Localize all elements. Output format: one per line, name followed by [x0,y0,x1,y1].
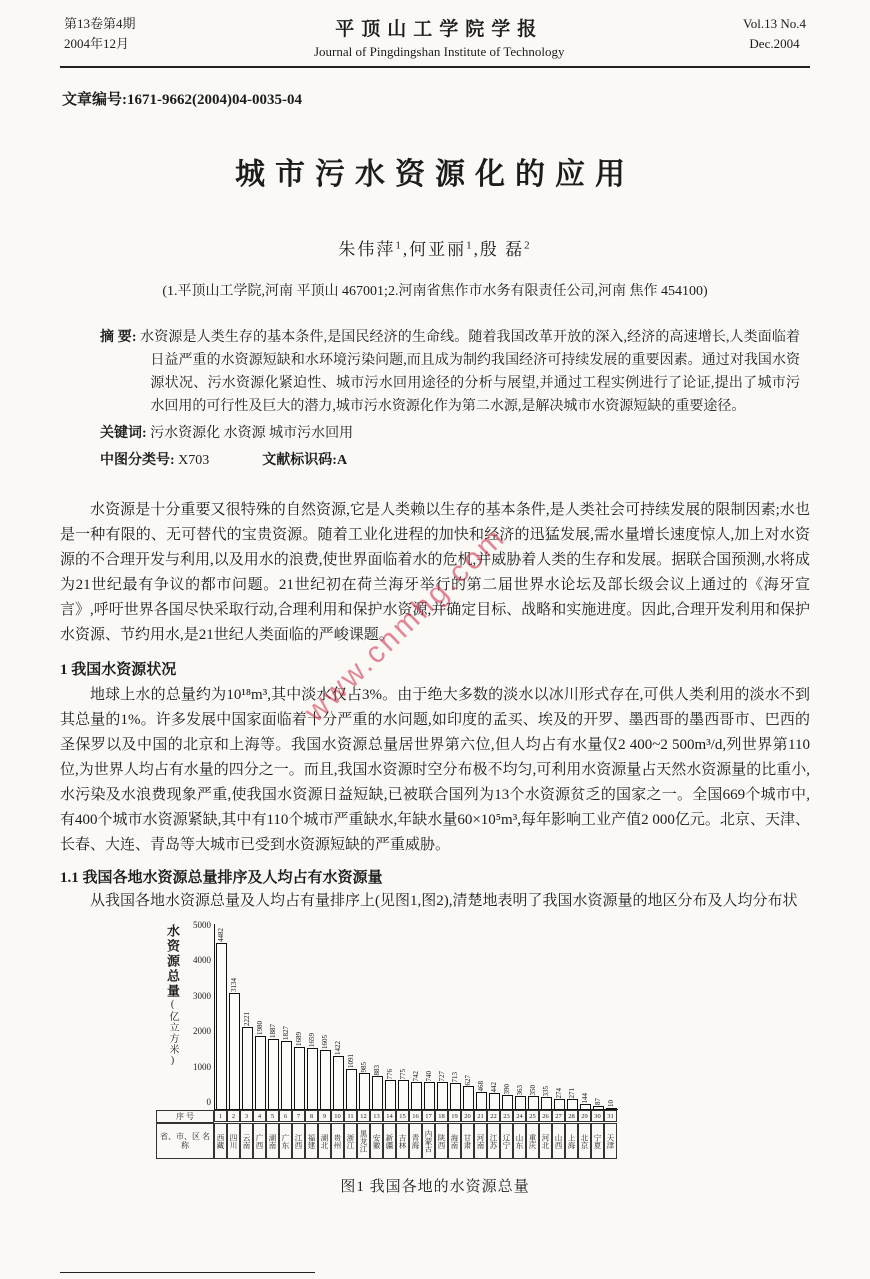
bar-column [306,1033,319,1109]
bar-value-label: 363 [516,1084,524,1095]
bar [229,993,240,1109]
bar [567,1099,578,1109]
bar [372,1076,383,1109]
bar-value-label: 985 [360,1061,368,1072]
journal-header [60,12,810,68]
journal-name-cn: 平顶山工学院学报 [335,19,544,40]
seq-cell: 20 [461,1110,474,1122]
bar-value-label: 727 [438,1070,446,1081]
region-cell: 湖北 [318,1123,331,1159]
y-tick-label: 0 [206,1096,211,1107]
bar-column [553,1088,566,1110]
bar-value-label: 274 [555,1087,563,1098]
seq-cell: 27 [552,1110,565,1122]
bar-column [215,928,228,1109]
author-2-affil-mark: 1 [466,239,474,252]
bar-column [384,1069,397,1110]
region-cell: 江苏 [487,1123,500,1159]
region-cell: 甘肃 [461,1123,474,1159]
bar-column [475,1081,488,1110]
seq-cell: 4 [253,1110,266,1122]
y-axis-title-main: 水资源总量 [165,924,180,999]
bar [437,1082,448,1109]
abstract-text: 水资源是人类生存的基本条件,是国民经济的生命线。随着我国改革开放的深入,经济的高速增长,人类面临着日益严重的水资源短缺和水环境污染问题,而且成为制约我国经济可持续发展的重要因素。通过对我国水资源状况、污水资源化紧迫性、城市污水回用途径的分析与展望,并通过工程实例进行了论证,提出了城市污水回用的可行性及巨大的潜力,城市污水资源化作为第二水源,是解决城市水资源短缺的重要途径。 [140,330,801,414]
bar-value-label: 442 [490,1081,498,1092]
seq-cell: 3 [240,1110,253,1122]
article-number: 文章编号:1671-9662(2004)04-0035-04 [62,92,302,108]
bar-column [228,978,241,1109]
seq-cell: 26 [539,1110,552,1122]
bar-value-label: 883 [373,1064,381,1075]
bar-column [358,1062,371,1110]
region-cell: 河南 [474,1123,487,1159]
region-cell: 河北 [539,1123,552,1159]
bar [242,1027,253,1109]
bar-column [488,1082,501,1110]
intro-paragraph: 水资源是十分重要又很特殊的自然资源,它是人类赖以生存的基本条件,是人类社会可持续发展的限制因素;水也是一种有限的、无可替代的宝贵资源。随着工业化进程的加快和经济的迅猛发展,需水量增长速度惊人,加上对水资源的不合理开发与利用,以及用水的浪费,使世界面临着水的危机,并威胁着人类的生存和发展。据联合国预测,水将成为21世纪最有争议的都市问题。21世纪初在荷兰海牙举行的第二届世界水论坛及部长级会议上通过的《海牙宣言》,呼吁世界各国尽快采取行动,合理利用和保护水资源,并确定目标、战略和实施进度。因此,合理开发利用和保护水资源、节约用水,是21世纪人类面临的严峻课题。 [60,502,811,643]
region-cell: 重庆 [526,1123,539,1159]
region-cell: 云南 [240,1123,253,1159]
bar-column [397,1069,410,1110]
keywords-text: 污水资源化 水资源 城市污水回用 [150,426,354,441]
bar-value-label: 776 [386,1068,394,1079]
region-cell: 青海 [409,1123,422,1159]
bar-column [514,1085,527,1110]
section-1-1-paragraph: 从我国各地水资源总量及人均占有量排序上(见图1,图2),清楚地表明了我国水资源量的地区分布及人均分布状 [90,893,798,909]
bar [307,1048,318,1109]
authors-line [60,235,810,260]
bar [593,1106,604,1109]
chart-plot-row [156,920,626,1110]
chart-bars-area [214,924,618,1110]
bar-value-label: 1689 [295,1032,303,1046]
region-cell: 湖南 [266,1123,279,1159]
region-cell: 江西 [292,1123,305,1159]
y-axis-ticks [182,921,214,1106]
author-2: ,何亚丽 [402,240,467,259]
bar [580,1104,591,1109]
abstract-label: 摘 要: [100,330,137,345]
bar [463,1086,474,1109]
bar-value-label: 1659 [308,1033,316,1047]
y-tick-label: 2000 [193,1026,211,1037]
keywords-label: 关键词: [100,426,147,441]
region-cells [214,1123,617,1159]
bar-value-label: 1422 [334,1041,342,1055]
bar [281,1041,292,1109]
issue-date-cn: 2004年12月 [64,36,130,51]
bar [216,943,227,1109]
keywords-line [100,422,800,445]
chart-y-axis [156,920,214,1110]
chart-region-row [156,1123,626,1159]
region-cell: 浙江 [344,1123,357,1159]
section-1-heading: 1 我国水资源状况 [60,662,177,678]
bar-value-label: 1605 [321,1035,329,1049]
bar-value-label: 271 [568,1087,576,1098]
bar [606,1108,617,1109]
region-cell: 广东 [279,1123,292,1159]
bar-column [605,1100,618,1109]
bar [528,1096,539,1109]
section-1-paragraph: 地球上水的总量约为10¹⁸m³,其中淡水仅占3%。由于绝大多数的淡水以冰川形式存在,可供人类利用的淡水不到其总量的1%。许多发展中国家面临着十分严重的水问题,如印度的孟买、埃及的开罗、墨西哥的墨西哥市、巴西的圣保罗以及中国的北京和上海等。我国水资源总量居世界第六位,但人均占有水量仅2 400~2 500m³/d,列世界第110位,为世界人均占有水量的四分之一。而且,我国水资源时空分布极不均匀,可利用水资源量占天然水资源量的比重小,水污染及水浪费现象严重,使我国水资源日益短缺,已被联合国列为13个水资源贫乏的国家之一。全国669个城市中,有400个城市水资源紧缺,其中有110个城市严重缺水,年缺水量60×10⁵m³,每年影响工业产值2 000亿元。北京、天津、长春、大连、青岛等大城市已受到水资源短缺的严重威胁。 [60,687,811,853]
region-cell: 安徽 [370,1123,383,1159]
author-1-affil-mark: 1 [395,239,403,252]
region-cell: 宁夏 [591,1123,604,1159]
region-cell: 内蒙古 [422,1123,435,1159]
seq-row-label: 序 号 [156,1110,214,1123]
doc-code: 文献标识码:A [262,453,348,468]
bar-value-label: 2221 [243,1012,251,1026]
issue-volume-en: Vol.13 No.4 [743,16,806,31]
seq-cell: 11 [344,1110,357,1122]
bar-value-label: 468 [477,1080,485,1091]
bar-column [410,1071,423,1110]
bar [554,1099,565,1109]
seq-cell: 1 [214,1110,227,1122]
bar-value-label: 1827 [282,1026,290,1040]
bar-value-label: 87 [594,1098,602,1105]
seq-cell: 6 [279,1110,292,1122]
bar [411,1082,422,1109]
footnote-rule [60,1272,315,1273]
bar-value-label: 144 [581,1092,589,1103]
bar [424,1082,435,1109]
seq-cell: 29 [578,1110,591,1122]
bar [515,1096,526,1109]
author-1: 朱伟萍 [338,240,396,259]
bar-value-label: 1887 [269,1024,277,1038]
header-issue-cn [64,14,136,54]
region-cell: 吉林 [396,1123,409,1159]
region-cell: 西藏 [214,1123,227,1159]
bar [294,1047,305,1109]
region-cell: 山东 [513,1123,526,1159]
region-cell: 黑龙江 [357,1123,370,1159]
bar-column [423,1071,436,1110]
bar-value-label: 390 [503,1083,511,1094]
bar [489,1093,500,1109]
bar-column [280,1026,293,1109]
seq-cell: 28 [565,1110,578,1122]
bar-column [254,1021,267,1109]
bar-value-label: 4482 [217,928,225,942]
seq-cell: 5 [266,1110,279,1122]
seq-cell: 17 [422,1110,435,1122]
bar-value-label: 627 [464,1074,472,1085]
seq-cells [214,1110,617,1123]
seq-cell: 24 [513,1110,526,1122]
bar-value-label: 10 [607,1100,615,1107]
article-title: 城市污水资源化的应用 [235,158,635,191]
header-issue-en [743,14,806,54]
water-resources-bar-chart [156,920,626,1159]
region-cell: 上海 [565,1123,578,1159]
y-tick-label: 1000 [193,1061,211,1072]
bar [268,1039,279,1109]
bar [333,1056,344,1109]
y-tick-label: 5000 [193,920,211,930]
seq-cell: 18 [435,1110,448,1122]
seq-cell: 23 [500,1110,513,1122]
seq-cell: 15 [396,1110,409,1122]
bar-value-label: 335 [542,1085,550,1096]
watermark-text: www.cnmhg.com [298,520,513,729]
bar-column [332,1041,345,1109]
bar-column [579,1093,592,1110]
bar-column [540,1086,553,1110]
seq-cell: 12 [357,1110,370,1122]
y-tick-label: 3000 [193,990,211,1001]
y-tick-label: 4000 [193,955,211,966]
seq-cell: 19 [448,1110,461,1122]
bar-value-label: 350 [529,1084,537,1095]
issue-date-en: Dec.2004 [749,36,800,51]
bar [320,1050,331,1109]
seq-cell: 16 [409,1110,422,1122]
bar-column [345,1054,358,1109]
region-cell: 新疆 [383,1123,396,1159]
seq-cell: 2 [227,1110,240,1122]
author-3-affil-mark: 2 [524,239,532,252]
region-cell: 辽宁 [500,1123,513,1159]
seq-cell: 13 [370,1110,383,1122]
seq-cell: 21 [474,1110,487,1122]
bar [346,1069,357,1109]
seq-cell: 31 [604,1110,617,1122]
bar-column [241,1012,254,1109]
bar [476,1092,487,1109]
figure-1-caption: 图1 我国各地的水资源总量 [340,1179,530,1195]
region-cell: 天津 [604,1123,617,1159]
seq-cell: 8 [305,1110,318,1122]
bar [450,1083,461,1109]
journal-name [314,14,565,60]
bar [255,1036,266,1109]
bar-column [267,1024,280,1109]
y-axis-title [164,924,180,1110]
bar-column [592,1098,605,1109]
region-row-label: 省、市、区 名 称 [156,1123,214,1159]
seq-cell: 14 [383,1110,396,1122]
author-3: ,殷 磊 [473,240,525,259]
region-cell: 北京 [578,1123,591,1159]
region-cell: 四川 [227,1123,240,1159]
bar-column [319,1035,332,1109]
bar [502,1095,513,1109]
chart-seq-row [156,1110,626,1123]
y-axis-title-unit: (亿立方米) [167,999,178,1067]
bar-value-label: 713 [451,1071,459,1082]
bar-column [371,1065,384,1110]
clc-label: 中图分类号: [100,453,175,468]
abstract [100,326,800,418]
bar [385,1080,396,1109]
bar-column [566,1088,579,1110]
region-cell: 海南 [448,1123,461,1159]
section-1-1-heading: 1.1 我国各地水资源总量排序及人均占有水资源量 [60,870,383,886]
region-cell: 广西 [253,1123,266,1159]
figure-1 [60,920,810,1196]
bar-column [436,1071,449,1110]
region-cell: 贵州 [331,1123,344,1159]
journal-name-en: Journal of Pingdingshan Institute of Technology [314,44,565,59]
classification-line [100,449,800,472]
bar-column [293,1032,306,1109]
seq-cell: 30 [591,1110,604,1122]
seq-cell: 9 [318,1110,331,1122]
bar-column [462,1075,475,1110]
region-cell: 陕西 [435,1123,448,1159]
seq-cell: 25 [526,1110,539,1122]
bar-value-label: 1980 [256,1021,264,1035]
bar-value-label: 742 [412,1070,420,1081]
bar-value-label: 775 [399,1068,407,1079]
issue-volume-cn: 第13卷第4期 [64,16,136,31]
seq-cell: 7 [292,1110,305,1122]
bar-column [501,1084,514,1110]
region-cell: 福建 [305,1123,318,1159]
bar [359,1073,370,1109]
bar [398,1080,409,1109]
bar-value-label: 1091 [347,1054,355,1068]
bar-value-label: 3134 [230,978,238,992]
bar-value-label: 740 [425,1070,433,1081]
bar-column [527,1085,540,1110]
clc-code: X703 [178,453,210,468]
seq-cell: 10 [331,1110,344,1122]
affiliation: (1.平顶山工学院,河南 平顶山 467001;2.河南省焦作市水务有限责任公司,河南 焦作 454100) [162,284,708,299]
bar-column [449,1072,462,1110]
bar [541,1097,552,1109]
region-cell: 山西 [552,1123,565,1159]
seq-cell: 22 [487,1110,500,1122]
